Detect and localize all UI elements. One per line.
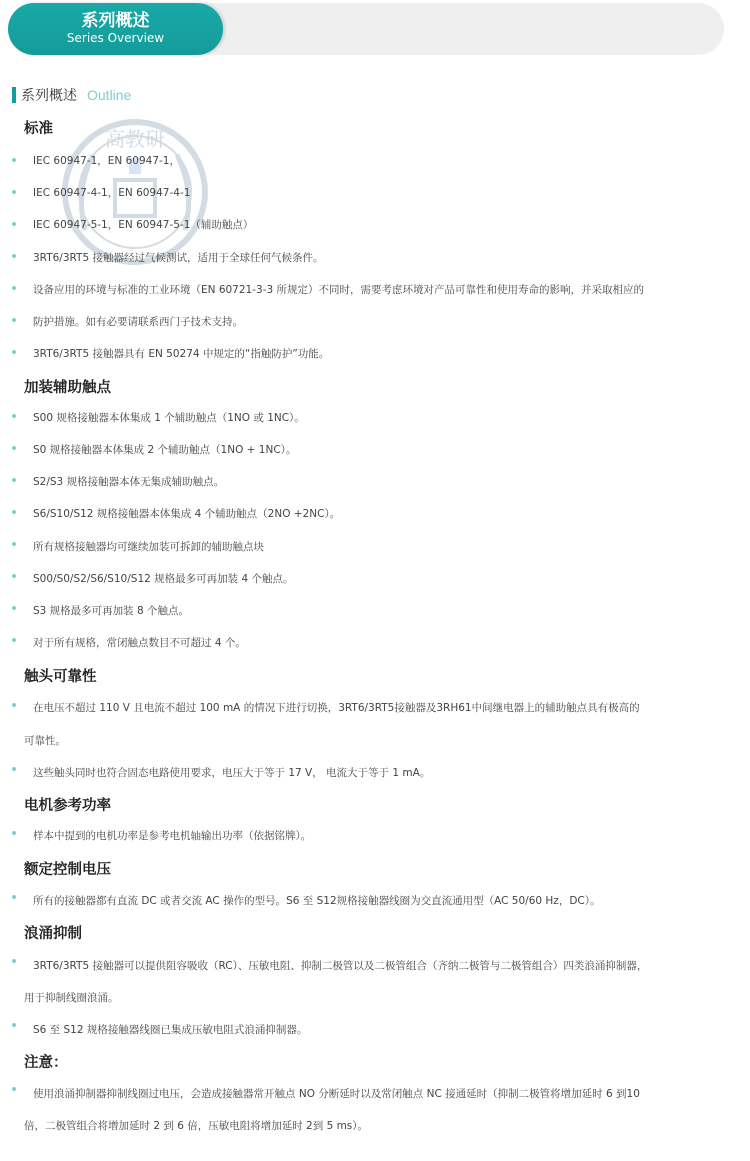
bullet-dot xyxy=(12,831,16,835)
section-title-en: Outline xyxy=(87,87,132,103)
heading-reliability: 触头可靠性 xyxy=(24,669,97,685)
bullet-dot xyxy=(12,318,16,322)
list-item: 所有规格接触器均可继续加装可拆卸的辅助触点块 xyxy=(33,541,264,553)
bullet-dot xyxy=(12,222,16,226)
list-item: S2/S3 规格接触器本体无集成辅助触点。 xyxy=(33,476,225,488)
list-item: 设备应用的环境与标准的工业环境（EN 60721-3-3 所规定）不同时，需要考虑环境对产品可靠性和使用寿命的影响，并采取相应的 xyxy=(33,284,645,296)
list-item: IEC 60947-4-1，EN 60947-4-1 xyxy=(33,187,191,199)
list-item: 在电压不超过 110 V 且电流不超过 100 mA 的情况下进行切换，3RT6/3RT5接触器及3RH61中间继电器上的辅助触点具有极高的 xyxy=(33,702,640,714)
bullet-dot xyxy=(12,158,16,162)
heading-motor-power: 电机参考功率 xyxy=(24,798,111,814)
list-item: 对于所有规格，常闭触点数目不可超过 4 个。 xyxy=(33,637,246,649)
list-item: S3 规格最多可再加装 8 个触点。 xyxy=(33,605,190,617)
bullet-dot xyxy=(12,959,16,963)
list-item: S6 至 S12 规格接触器线圈已集成压敏电阻式浪涌抑制器。 xyxy=(33,1024,308,1036)
list-item: IEC 60947-5-1，EN 60947-5-1（辅助触点） xyxy=(33,219,254,231)
bullet-dot xyxy=(12,414,16,418)
bullet-dot xyxy=(12,1023,16,1027)
bullet-dot xyxy=(12,446,16,450)
bullet-dot xyxy=(12,703,16,707)
section-title-cn: 系列概述 xyxy=(21,88,77,104)
bullet-dot xyxy=(12,1087,16,1091)
bullet-dot xyxy=(12,190,16,194)
list-item: 使用浪涌抑制器抑制线圈过电压，会造成接触器常开触点 NO 分断延时以及常闭触点 NC 接通延时（抑制二极管将增加延时 6 到10 xyxy=(33,1088,640,1100)
list-item: S00 规格接触器本体集成 1 个辅助触点（1NO 或 1NC）。 xyxy=(33,412,305,424)
list-item-continuation: 用于抑制线圈浪涌。 xyxy=(24,992,119,1004)
list-item: 所有的接触器都有直流 DC 或者交流 AC 操作的型号。S6 至 S12规格接触器线圈为交直流通用型（AC 50/60 Hz，DC）。 xyxy=(33,895,601,907)
list-item: 3RT6/3RT5 接触器具有 EN 50274 中规定的“指触防护”功能。 xyxy=(33,348,330,360)
list-item: IEC 60947-1，EN 60947-1， xyxy=(33,155,180,167)
list-item: S0 规格接触器本体集成 2 个辅助触点（1NO + 1NC）。 xyxy=(33,444,297,456)
list-item: 这些触头同时也符合固态电路使用要求，电压大于等于 17 V， 电流大于等于 1 mA。 xyxy=(33,767,431,779)
svg-text:高教研: 高教研 xyxy=(105,127,165,151)
list-item: 样本中提到的电机功率是参考电机轴输出功率（依据铭牌）。 xyxy=(33,830,312,842)
section-accent-bar xyxy=(12,87,16,103)
list-item-continuation: 倍，二极管组合将增加延时 2 到 6 倍，压敏电阻将增加延时 2到 5 ms）。 xyxy=(24,1120,369,1132)
list-item: S6/S10/S12 规格接触器本体集成 4 个辅助触点（2NO +2NC）。 xyxy=(33,508,341,520)
bullet-dot xyxy=(12,350,16,354)
heading-standards: 标准 xyxy=(24,121,53,137)
section-heading xyxy=(12,86,131,104)
bullet-dot xyxy=(12,638,16,642)
bullet-dot xyxy=(12,574,16,578)
banner-title-cn: 系列概述 xyxy=(81,11,150,31)
heading-aux-contacts: 加装辅助触点 xyxy=(24,380,111,396)
list-item: S00/S0/S2/S6/S10/S12 规格最多可再加装 4 个触点。 xyxy=(33,573,294,585)
bullet-dot xyxy=(12,286,16,290)
bullet-dot xyxy=(12,542,16,546)
series-overview-banner xyxy=(8,3,724,55)
list-item: 3RT6/3RT5 接触器经过气候测试，适用于全球任何气候条件。 xyxy=(33,252,324,264)
bullet-dot xyxy=(12,478,16,482)
list-item-continuation: 可靠性。 xyxy=(24,735,66,747)
bullet-dot xyxy=(12,254,16,258)
bullet-dot xyxy=(12,895,16,899)
list-item: 3RT6/3RT5 接触器可以提供阻容吸收（RC）、压敏电阻、抑制二极管以及二极管组合（齐纳二极管与二极管组合）四类浪涌抑制器， xyxy=(33,960,648,972)
bullet-dot xyxy=(12,767,16,771)
heading-control-voltage: 额定控制电压 xyxy=(24,862,111,878)
list-item: 防护措施。如有必要请联系西门子技术支持。 xyxy=(33,316,243,328)
banner-title-en: Series Overview xyxy=(66,31,165,45)
banner-tab[interactable] xyxy=(8,3,223,55)
heading-note: 注意： xyxy=(24,1055,68,1071)
heading-surge: 浪涌抑制 xyxy=(24,926,82,942)
bullet-dot xyxy=(12,606,16,610)
bullet-dot xyxy=(12,510,16,514)
